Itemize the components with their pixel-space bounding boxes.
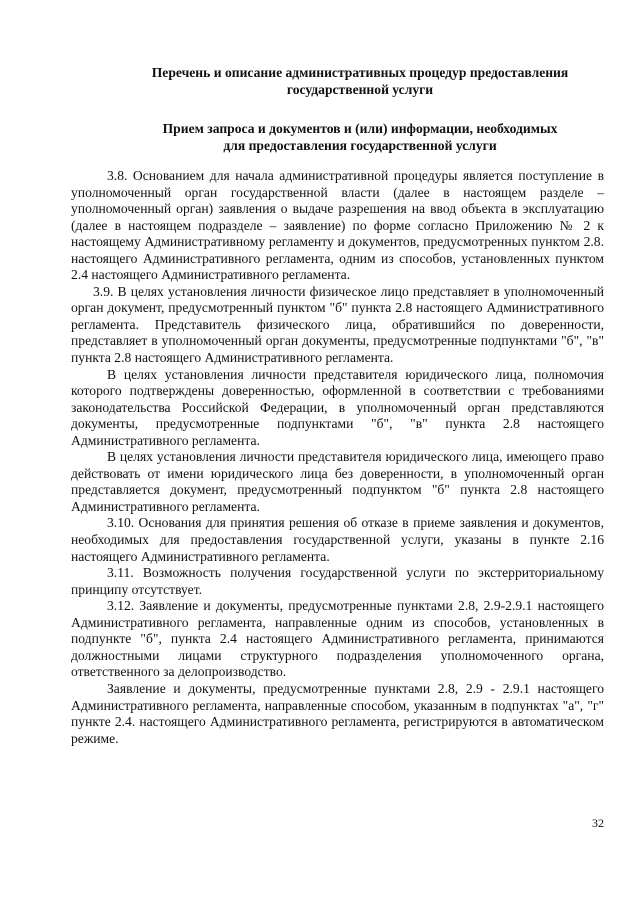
paragraph-3-9: 3.9. В целях установления личности физическое лицо представляет в уполномоченный орган документ, предусмотренный пунктом "б" пункта 2.8 настоящего Административного регламента. Представитель физического лица, обратившийся по доверенности, представляет в уполномоченный орган документы, предусмотренные подпунктами "б", "в" пункта 2.8 настоящего Административного регламента. <box>71 283 604 366</box>
section-title-line: Перечень и описание административных процедур предоставления <box>151 65 569 80</box>
paragraph-3-11: 3.11. Возможность получения государственной услуги по экстерриториальному принципу отсутствует. <box>71 565 604 597</box>
paragraph-3-8: 3.8. Основанием для начала административной процедуры является поступление в уполномоченный орган государственной власти (далее в настоящем разделе – уполномоченный орган) заявления о выдаче разрешения на ввод объекта в эксплуатацию (далее в настоящем подразделе – заявление) по форме согласно Приложению № 2 к настоящему Административному регламенту и документов, предусмотренных пунктом 2.8. настоящего Административного регламента, одним из способов, установленных пунктом 2.4 настоящего Административного регламента. <box>71 168 604 283</box>
paragraph: В целях установления личности представителя юридического лица, имеющего право действовать от имени юридического лица без доверенности, в уполномоченный орган представляется документ, предусмотренный подпунктом "б" пункта 2.8 настоящего Административного регламента. <box>71 449 604 514</box>
section-title <box>100 64 620 98</box>
paragraph-3-10: 3.10. Основания для принятия решения об отказе в приеме заявления и документов, необходимых для предоставления государственной услуги, указаны в пункте 2.16 настоящего Административного регламента. <box>71 515 604 564</box>
paragraph-3-12: 3.12. Заявление и документы, предусмотренные пунктами 2.8, 2.9-2.9.1 настоящего Административного регламента, направленные одним из способов, установленных в подпункте "б", пункта 2.4 настоящего Административного регламента, принимаются должностными лицами структурного подразделения уполномоченного органа, ответственного за делопроизводство. <box>71 598 604 680</box>
subsection-title-line: Прием запроса и документов и (или) информации, необходимых <box>162 121 558 136</box>
subsection-title <box>100 120 620 154</box>
document-body <box>71 168 604 747</box>
paragraph: В целях установления личности представителя юридического лица, полномочия которого подтверждены доверенностью, оформленной в соответствии с требованиями законодательства Российской Федерации, в уполномоченный орган представляются документы, предусмотренные подпунктами "б", "в" пункта 2.8 настоящего Административного регламента. <box>71 366 604 448</box>
page-number: 32 <box>592 816 604 830</box>
section-title-line: государственной услуги <box>286 82 434 97</box>
paragraph: Заявление и документы, предусмотренные пунктами 2.8, 2.9 - 2.9.1 настоящего Административного регламента, направленные способом, указанным в подпунктах "а", "г" пункте 2.4. настоящего Административного регламента, регистрируются в автоматическом режиме. <box>71 680 604 746</box>
subsection-title-line: для предоставления государственной услуги <box>223 138 497 153</box>
